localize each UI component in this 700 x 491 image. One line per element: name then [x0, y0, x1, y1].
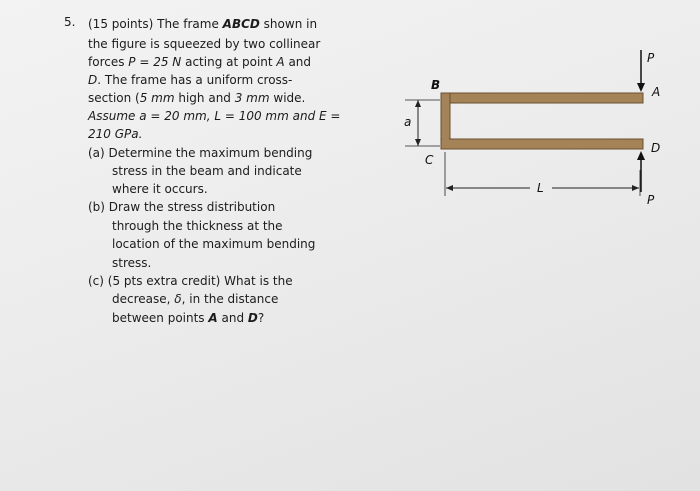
text-run: (a) Determine the maximum bending [88, 146, 313, 160]
label-B: B [431, 78, 441, 92]
problem-number: 5. [64, 15, 76, 29]
italic-run: P = 25 N [128, 55, 182, 69]
text-run: decrease, [112, 292, 175, 306]
label-C: C [425, 153, 434, 167]
text-run: where it occurs. [112, 182, 208, 196]
label-a: a [404, 115, 412, 129]
text-run: shown in [259, 17, 318, 31]
text-run: (15 points) The frame [88, 17, 223, 31]
text-run: the figure is squeezed by two collinear [88, 37, 321, 51]
text-run: , in the distance [181, 292, 279, 306]
text-run: stress in the beam and indicate [112, 164, 302, 178]
label-D: D [651, 141, 661, 155]
emphasis-run: D [247, 311, 258, 325]
text-run: forces [88, 55, 129, 69]
text-run: and [217, 311, 248, 325]
emphasis-run: ABCD [222, 17, 260, 31]
italic-run: δ [174, 292, 182, 306]
emphasis-run: A [208, 311, 218, 325]
italic-run: A [276, 55, 285, 69]
text-run: high and [174, 91, 235, 105]
text-run: stress. [112, 256, 152, 270]
text-run: acting at point [181, 55, 277, 69]
text-run: and [284, 55, 312, 69]
text-run: wide. [269, 91, 306, 105]
italic-run: 210 GPa. [88, 127, 143, 141]
beam-bottom [441, 139, 643, 149]
text-run: (c) (5 pts extra credit) What is the [88, 274, 293, 288]
italic-run: 3 mm [234, 91, 270, 105]
text-run: location of the maximum bending [112, 237, 316, 251]
beam-top [441, 93, 643, 103]
label-A: A [652, 85, 661, 99]
italic-run: Assume a = 20 mm, L = 100 mm and E = [88, 109, 341, 123]
italic-run: 5 mm [139, 91, 175, 105]
text-run: (b) Draw the stress distribution [88, 200, 276, 214]
text-run: . The frame has a uniform cross- [97, 73, 293, 87]
italic-run: D [88, 73, 98, 87]
text-run: through the thickness at the [112, 219, 283, 233]
label-L: L [537, 181, 544, 195]
label-P-bottom: P [647, 193, 655, 207]
text-run: between points [112, 311, 209, 325]
text-run: section ( [88, 91, 140, 105]
text-run: ? [257, 311, 265, 325]
label-P-top: P [647, 51, 655, 65]
